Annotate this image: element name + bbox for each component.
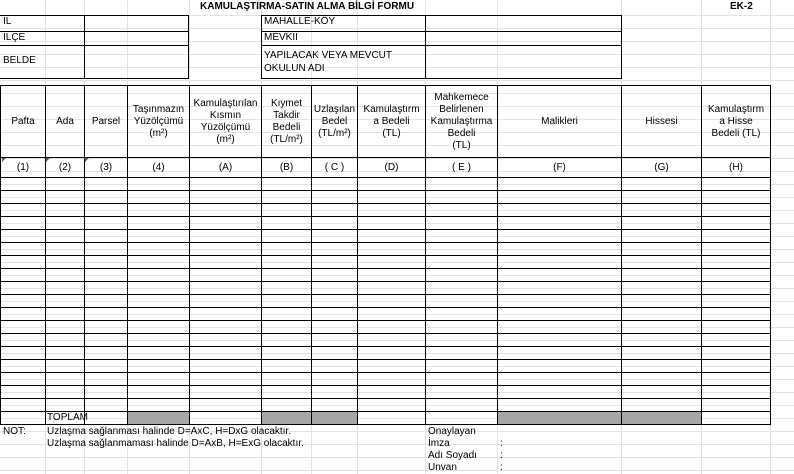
approval-colon-adi: :	[500, 450, 503, 461]
label-ilce: İLÇE	[3, 32, 26, 43]
approval-onaylayan: Onaylayan	[428, 426, 476, 437]
header-cell: Kamulaştırılan Kısmın Yüzölçümü (m²)	[193, 97, 258, 145]
column-code: ( C )	[324, 162, 345, 173]
note-line-2: Uzlaşma sağlanmaması halinde D=AxB, H=ExG olacaktır.	[47, 438, 304, 449]
column-code: (1)	[16, 162, 30, 173]
approval-colon-imza: :	[500, 438, 503, 449]
note-line-1: Uzlaşma sağlanması halinde D=AxC, H=DxG olacaktır.	[47, 426, 291, 437]
approval-colon-unvan: :	[500, 462, 503, 473]
cell-indicator-icon	[46, 158, 50, 162]
total-cell-shaded	[498, 412, 621, 424]
column-code: (A)	[218, 162, 233, 173]
header-cell: Kıymet Takdir Bedeli (TL/m²)	[270, 97, 303, 145]
approval-imza: İmza	[428, 438, 450, 449]
column-code: (H)	[729, 162, 743, 173]
total-cell-shaded	[622, 412, 701, 424]
header-cell: Malikleri	[541, 115, 578, 127]
cell-indicator-icon	[2, 158, 6, 162]
header-cell: Pafta	[11, 115, 35, 127]
cell-indicator-icon	[85, 158, 89, 162]
header-cell: Uzlaşılan Bedel (TL/m²)	[313, 103, 356, 139]
column-code: (2)	[58, 162, 72, 173]
header-cell: Parsel	[91, 115, 121, 127]
label-il: İL	[3, 16, 12, 27]
total-cell-shaded	[262, 412, 311, 424]
form-title: KAMULAŞTIRMA-SATIN ALMA BİLGİ FORMU	[200, 1, 415, 12]
column-code: (4)	[152, 162, 165, 173]
header-cell: Kamulaştırm a Hisse Bedeli (TL)	[707, 103, 765, 139]
column-code: (3)	[99, 162, 113, 173]
column-code: (B)	[279, 162, 294, 173]
approval-adi-soyadi: Adı Soyadı	[428, 450, 477, 461]
total-cell-shaded	[312, 412, 357, 424]
header-cell: Ada	[56, 115, 74, 127]
label-mahalle-koy: MAHALLE-KÖY	[264, 16, 336, 27]
header-cell: Mahkemece Belirlenen Kamulaştırma Bedeli (TL)	[430, 91, 493, 151]
total-label: TOPLAM	[47, 412, 88, 423]
total-cell-shaded	[128, 412, 189, 424]
form-code: EK-2	[730, 1, 753, 12]
label-okul-line2: OKULUN ADI	[264, 63, 325, 74]
column-code: (D)	[384, 162, 399, 173]
label-mevkii: MEVKİİ	[264, 32, 298, 43]
approval-unvan: Unvan	[428, 462, 457, 473]
column-code: (F)	[553, 162, 566, 173]
label-belde: BELDE	[3, 55, 36, 66]
header-cell: Hissesi	[645, 115, 678, 127]
column-code: ( E )	[452, 162, 471, 173]
header-cell: Taşınmazın Yüzölçümü (m²)	[132, 103, 185, 139]
header-cell: Kamulaştırm a Bedeli (TL)	[363, 103, 420, 139]
label-okul-line1: YAPILACAK VEYA MEVCUT	[264, 50, 393, 61]
note-label: NOT:	[3, 426, 26, 437]
column-code: (G)	[654, 162, 669, 173]
